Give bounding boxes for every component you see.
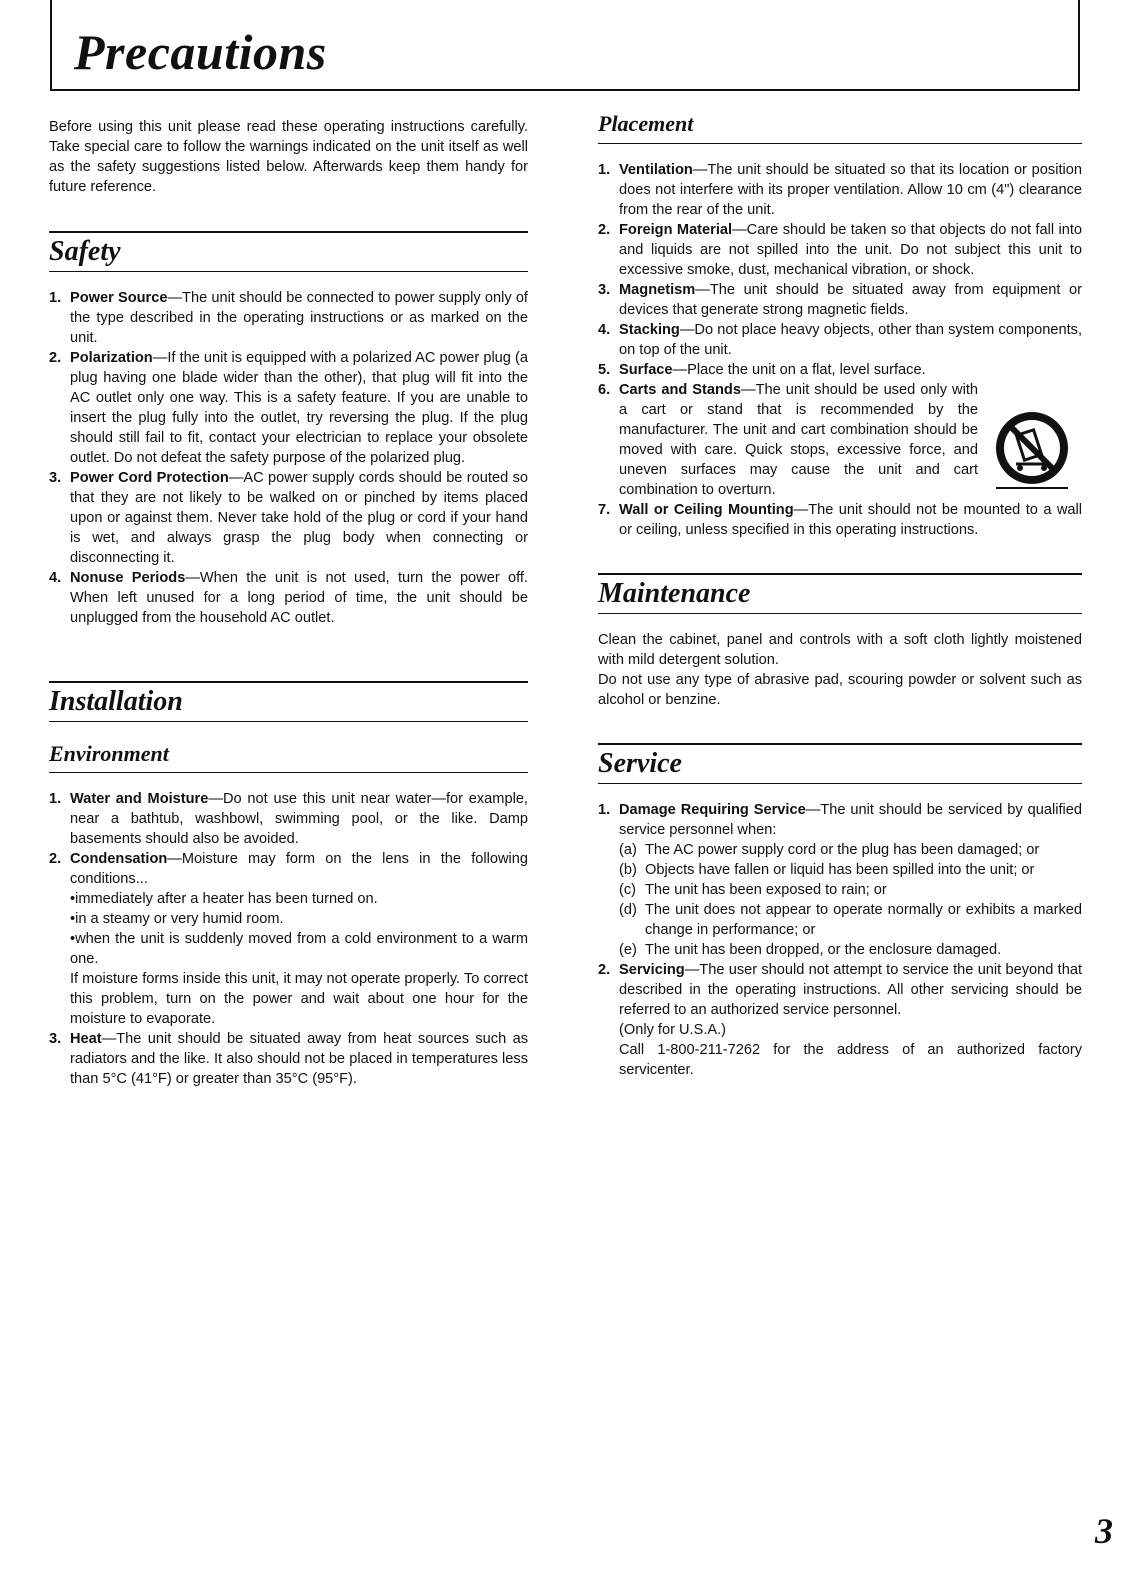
item-number: 1.: [598, 802, 611, 818]
installation-heading: Installation: [49, 681, 528, 722]
list-item: [598, 500, 1082, 540]
item-number: 3.: [49, 470, 62, 486]
item-text: —The unit should be serviced by qualified service personnel when:: [619, 802, 1082, 838]
item-number: 3.: [49, 1031, 62, 1047]
environment-list: [49, 789, 528, 1089]
item-text: —Place the unit on a flat, level surface.: [672, 362, 926, 378]
item-text: —The unit should be connected to power supply only of the type described in the operating instructions or as marked on the unit.: [70, 290, 528, 346]
service-phone-text: Call 1-800-211-7262 for the address of an authorized factory servicenter.: [619, 1042, 1082, 1078]
service-list: [598, 800, 1082, 1080]
item-number: 1.: [49, 290, 62, 306]
sub-item: [619, 940, 1082, 960]
list-item: [598, 360, 1082, 380]
item-number: 2.: [598, 962, 611, 978]
item-term: Nonuse Periods: [70, 570, 186, 586]
list-item: [49, 288, 528, 348]
item-number: 1.: [49, 791, 62, 807]
intro-section: [49, 117, 528, 197]
item-term: Foreign Material: [619, 222, 733, 238]
list-item: [598, 320, 1082, 360]
item-text: —Do not use this unit near water—for example, near a bathtub, washbowl, swimming pool, or the like. Damp basements should also be avoided.: [70, 791, 528, 847]
sub-item-text: The AC power supply cord or the plug has been damaged; or: [645, 842, 1040, 858]
list-item: [598, 280, 1082, 320]
sub-item: [619, 900, 1082, 940]
intro-text: Before using this unit please read these operating instructions carefully. Take special care to follow the warnings indicated on the unit itself as well as the safety suggestions listed below. Afterwards keep them handy for future reference.: [49, 119, 528, 195]
sub-item-text: The unit does not appear to operate normally or exhibits a marked change in performance; or: [645, 902, 1082, 938]
environment-heading: Environment: [49, 734, 528, 773]
sub-item-text: Objects have fallen or liquid has been spilled into the unit; or: [645, 862, 1035, 878]
item-number: 3.: [598, 282, 611, 298]
sub-item-text: The unit has been dropped, or the enclosure damaged.: [645, 942, 1002, 958]
item-text: —If the unit is equipped with a polarized AC power plug (a plug having one blade wider than the other), that plug will fit into the AC outlet only one way. This is a safety feature. If you are unable to insert the plug fully into the outlet, try reversing the plug. If the plug should still fail to fit, contact your electrician to replace your obsolete outlet. Do not defeat the safety purpose of the polarized plug.: [70, 350, 528, 466]
item-text: —The unit should be situated so that its location or position does not interfere with its proper ventilation. Allow 10 cm (4") clearance from the rear of the unit.: [619, 162, 1082, 218]
item-number: 1.: [598, 162, 611, 178]
item-term: Magnetism: [619, 282, 696, 298]
list-item: [598, 960, 1082, 1080]
item-term: Power Cord Protection: [70, 470, 229, 486]
safety-list: [49, 288, 528, 628]
bullet-item: •immediately after a heater has been turned on.: [70, 891, 378, 907]
page-title: Precautions: [74, 24, 327, 80]
list-item: [49, 348, 528, 468]
item-term: Polarization: [70, 350, 153, 366]
cart-warning-icon: [986, 410, 1078, 492]
item-text: —The unit should be used only with a cart or stand that is recommended by the manufacturer. The unit and cart combination should be moved with care. Quick stops, excessive force, and uneven surfaces may cause the unit and cart combination to overturn.: [619, 382, 978, 498]
usa-note: (Only for U.S.A.): [619, 1022, 727, 1038]
sub-item: [619, 860, 1082, 880]
service-conditions: [619, 840, 1082, 960]
installation-section: [49, 681, 528, 1089]
sub-item-letter: (e): [619, 942, 637, 958]
item-number: 2.: [598, 222, 611, 238]
item-text: —When the unit is not used, turn the power off. When left unused for a long period of time, the unit should be unplugged from the household AC outlet.: [70, 570, 528, 626]
sub-item-letter: (b): [619, 862, 637, 878]
safety-heading: Safety: [49, 231, 528, 272]
sub-item: [619, 840, 1082, 860]
item-term: Stacking: [619, 322, 680, 338]
item-text: —The user should not attempt to service the unit beyond that described in the operating instructions. All other servicing should be referred to an authorized service personnel.: [619, 962, 1082, 1018]
item-number: 5.: [598, 362, 611, 378]
list-item: [49, 468, 528, 568]
maintenance-text-1: Clean the cabinet, panel and controls with a soft cloth lightly moistened with mild detergent solution.: [598, 632, 1082, 668]
sub-item-text: The unit has been exposed to rain; or: [645, 882, 887, 898]
sub-item: [619, 880, 1082, 900]
item-text: —Care should be taken so that objects do not fall into and liquids are not spilled into the unit. Do not subject this unit to excessive smoke, dust, mechanical vibration, or shock.: [619, 222, 1082, 278]
item-number: 4.: [598, 322, 611, 338]
item-text: —Do not place heavy objects, other than system components, on top of the unit.: [619, 322, 1082, 358]
item-term: Wall or Ceiling Mounting: [619, 502, 794, 518]
placement-heading: Placement: [598, 105, 1082, 144]
title-box: [50, 0, 1080, 91]
bullet-item: •in a steamy or very humid room.: [70, 911, 284, 927]
item-term: Power Source: [70, 290, 168, 306]
sub-item-letter: (a): [619, 842, 637, 858]
maintenance-text-2: Do not use any type of abrasive pad, scouring powder or solvent such as alcohol or benzine.: [598, 672, 1082, 708]
list-item: [49, 1029, 528, 1089]
item-term: Surface: [619, 362, 673, 378]
maintenance-section: [598, 573, 1082, 710]
item-term: Water and Moisture: [70, 791, 209, 807]
item-term: Servicing: [619, 962, 685, 978]
list-item: [49, 568, 528, 628]
item-term: Condensation: [70, 851, 168, 867]
service-heading: Service: [598, 743, 1082, 784]
sub-item-letter: (c): [619, 882, 637, 898]
list-item: [598, 220, 1082, 280]
item-text: —AC power supply cords should be routed so that they are not likely to be walked on or pinched by items placed upon or against them. Never take hold of the plug or cord if your hand is wet, and always grasp the plug body when connecting or disconnecting it.: [70, 470, 528, 566]
maintenance-heading: Maintenance: [598, 573, 1082, 614]
item-number: 2.: [49, 851, 62, 867]
list-item: [49, 789, 528, 849]
item-number: 6.: [598, 382, 611, 398]
item-text: —Moisture may form on the lens in the following conditions...: [70, 851, 528, 887]
item-number: 4.: [49, 570, 62, 586]
item-number: 2.: [49, 350, 62, 366]
item-term: Heat: [70, 1031, 102, 1047]
condensation-remedy: If moisture forms inside this unit, it may not operate properly. To correct this problem, turn on the power and wait about one hour for the moisture to evaporate.: [70, 971, 528, 1027]
list-item: [598, 160, 1082, 220]
list-item: [598, 800, 1082, 960]
item-text: —The unit should be situated away from equipment or devices that generate strong magnetic fields.: [619, 282, 1082, 318]
item-text: —The unit should be situated away from heat sources such as radiators and the like. It also should not be placed in temperatures less than 5°C (41°F) or greater than 35°C (95°F).: [70, 1031, 528, 1087]
bullet-item: •when the unit is suddenly moved from a cold environment to a warm one.: [70, 931, 528, 967]
sub-item-letter: (d): [619, 902, 637, 918]
item-number: 7.: [598, 502, 611, 518]
list-item: [49, 849, 528, 1029]
page-number: 3: [1095, 1511, 1113, 1551]
safety-section: [49, 231, 528, 628]
service-section: [598, 743, 1082, 1080]
item-term: Ventilation: [619, 162, 693, 178]
item-term: Carts and Stands: [619, 382, 741, 398]
item-term: Damage Requiring Service: [619, 802, 806, 818]
item-text: —The unit should not be mounted to a wall or ceiling, unless specified in this operating instructions.: [619, 502, 1082, 538]
